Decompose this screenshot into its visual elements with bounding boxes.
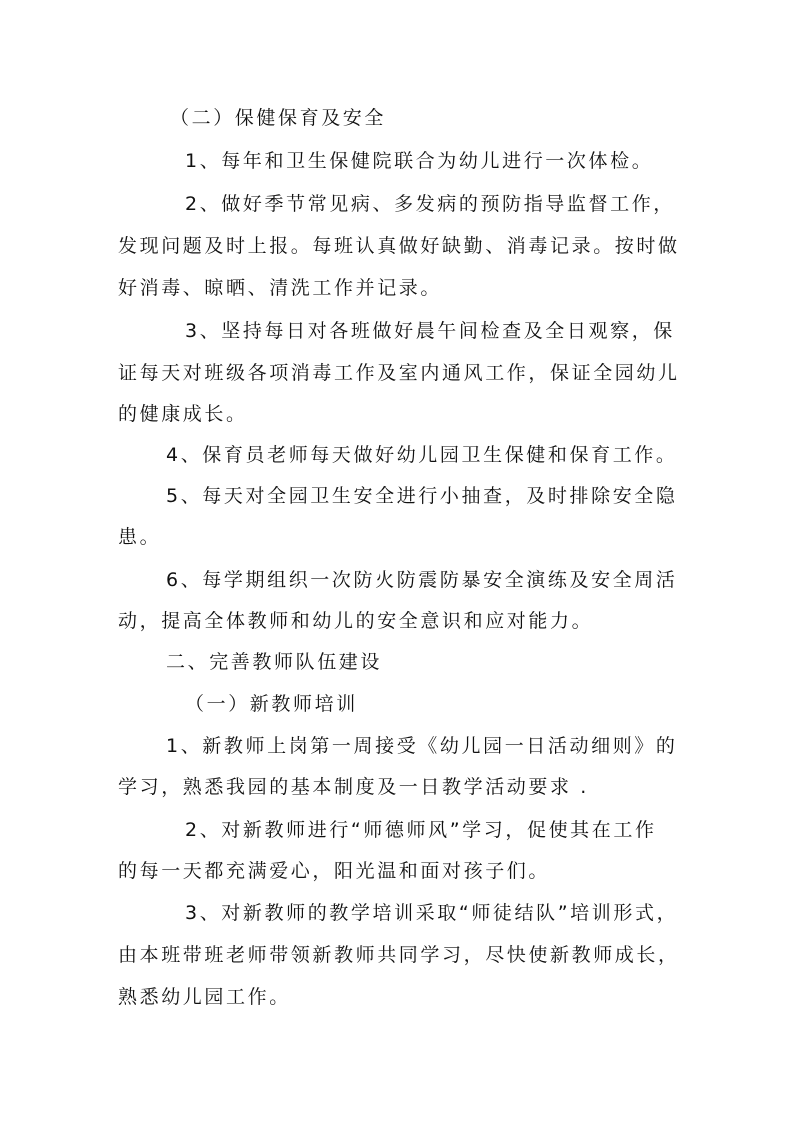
paragraph-line: 证每天对班级各项消毒工作及室内通风工作，保证全园幼儿 <box>118 362 680 384</box>
paragraph-line: 3、坚持每日对各班做好晨午间检查及全日观察，保 <box>185 320 675 342</box>
paragraph-line: 好消毒、晾晒、清洗工作并记录。 <box>118 277 443 299</box>
paragraph-line: 的每一天都充满爱心，阳光温和面对孩子们。 <box>118 860 551 882</box>
paragraph-line: 发现问题及时上报。每班认真做好缺勤、消毒记录。按时做 <box>118 235 680 257</box>
paragraph-line: 2、做好季节常见病、多发病的预防指导监督工作， <box>185 193 675 215</box>
paragraph-line: 4、保育员老师每天做好幼儿园卫生保健和保育工作。 <box>166 444 678 466</box>
paragraph-line: 1、新教师上岗第一周接受《幼儿园一日活动细则》的 <box>166 735 678 757</box>
paragraph-line: 学习，熟悉我园的基本制度及一日教学活动要求 . <box>118 776 589 798</box>
section-heading-new-teacher-training: （一）新教师培训 <box>185 693 358 715</box>
paragraph-line: 的健康成长。 <box>118 403 248 425</box>
paragraph-line: 熟悉幼儿园工作。 <box>118 986 291 1008</box>
paragraph-line: 3、对新教师的教学培训采取“师徒结队”培训形式， <box>185 902 679 924</box>
section-heading-teacher-team: 二、完善教师队伍建设 <box>166 651 383 673</box>
paragraph-line: 动，提高全体教师和幼儿的安全意识和应对能力。 <box>118 610 594 632</box>
paragraph-line: 6、每学期组织一次防火防震防暴安全演练及安全周活 <box>166 569 678 591</box>
paragraph-line: 2、对新教师进行“师德师风”学习，促使其在工作 <box>185 819 657 841</box>
paragraph-line: 5、每天对全园卫生安全进行小抽查，及时排除安全隐 <box>166 485 678 507</box>
paragraph-line: 1、每年和卫生保健院联合为幼儿进行一次体检。 <box>185 150 654 172</box>
paragraph-line: 患。 <box>118 526 162 548</box>
section-heading-health-safety: （二）保健保育及安全 <box>170 107 387 129</box>
paragraph-line: 由本班带班老师带领新教师共同学习，尽快使新教师成长， <box>118 944 680 966</box>
